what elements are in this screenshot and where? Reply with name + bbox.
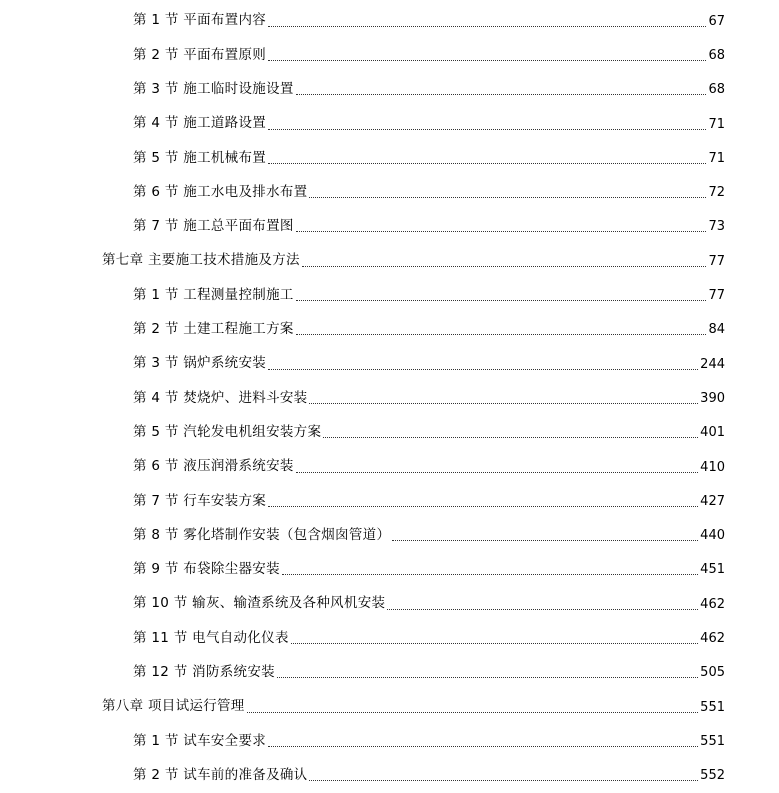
toc-entry-page: 71 [708,116,725,132]
toc-entry-label: 第 2 节 试车前的准备及确认 [133,766,308,783]
dot-leader [268,60,706,61]
toc-entry[interactable] [0,484,779,518]
dot-leader [392,540,698,541]
dot-leader [309,403,698,404]
toc-entry[interactable] [0,175,779,209]
dot-leader [302,266,707,267]
toc-entry[interactable] [0,107,779,141]
toc-entry-page: 68 [708,47,725,63]
toc-entry[interactable] [0,73,779,107]
toc-entry[interactable] [0,347,779,381]
toc-entry-label: 第 7 节 施工总平面布置图 [133,218,294,235]
toc-entry-page: 73 [708,219,725,235]
dot-leader [268,163,706,164]
dot-leader [296,231,707,232]
toc-entry-label: 第 2 节 平面布置原则 [133,46,267,63]
dot-leader [247,712,699,713]
toc-entry-page: 67 [708,13,725,29]
toc-entry-label: 第 5 节 汽轮发电机组安装方案 [133,423,322,440]
dot-leader [296,334,707,335]
toc-entry-page: 72 [708,185,725,201]
toc-entry-page: 551 [700,699,725,715]
dot-leader [323,437,698,438]
toc-entry-label: 第八章 项目试运行管理 [102,698,245,715]
toc-entry-page: 451 [700,562,725,578]
table-of-contents [0,4,779,793]
toc-entry-label: 第 7 节 行车安装方案 [133,492,267,509]
toc-entry-page: 84 [708,322,725,338]
dot-leader [268,129,706,130]
toc-entry-label: 第 1 节 平面布置内容 [133,12,267,29]
toc-entry-label: 第 1 节 试车安全要求 [133,732,267,749]
toc-entry[interactable] [0,518,779,552]
dot-leader [296,300,707,301]
toc-entry-label: 第 11 节 电气自动化仪表 [133,629,289,646]
toc-entry-page: 71 [708,150,725,166]
dot-leader [296,472,699,473]
dot-leader [296,94,707,95]
toc-entry[interactable] [0,210,779,244]
toc-entry[interactable] [0,278,779,312]
toc-entry-page: 410 [700,459,725,475]
toc-entry[interactable] [0,553,779,587]
toc-entry-page: 77 [708,288,725,304]
toc-entry[interactable] [0,656,779,690]
toc-entry-label: 第 4 节 焚烧炉、进料斗安装 [133,389,308,406]
toc-entry[interactable] [0,587,779,621]
toc-entry-label: 第 6 节 施工水电及排水布置 [133,183,308,200]
toc-entry[interactable] [0,38,779,72]
toc-entry-label: 第 12 节 消防系统安装 [133,664,275,681]
toc-entry[interactable] [0,141,779,175]
toc-entry-label: 第 8 节 雾化塔制作安装（包含烟囱管道） [133,526,391,543]
toc-entry[interactable] [0,724,779,758]
toc-chapter-entry[interactable] [0,690,779,724]
toc-entry-label: 第 6 节 液压润滑系统安装 [133,458,294,475]
toc-entry-page: 462 [700,596,725,612]
dot-leader [291,643,698,644]
toc-entry[interactable] [0,381,779,415]
toc-entry-label: 第 2 节 土建工程施工方案 [133,321,294,338]
toc-entry[interactable] [0,450,779,484]
toc-entry[interactable] [0,313,779,347]
dot-leader [282,574,698,575]
toc-entry-label: 第 4 节 施工道路设置 [133,115,267,132]
toc-entry-page: 401 [700,425,725,441]
toc-entry-page: 390 [700,390,725,406]
toc-entry-page: 551 [700,733,725,749]
toc-entry-page: 244 [700,356,725,372]
toc-entry-label: 第 10 节 输灰、输渣系统及各种风机安装 [133,595,386,612]
toc-entry-page: 462 [700,630,725,646]
toc-entry-label: 第 3 节 施工临时设施设置 [133,80,294,97]
toc-entry[interactable] [0,621,779,655]
toc-entry-page: 440 [700,528,725,544]
toc-entry-label: 第 3 节 锅炉系统安装 [133,355,267,372]
toc-entry-page: 505 [700,665,725,681]
dot-leader [387,609,698,610]
toc-entry[interactable] [0,4,779,38]
dot-leader [309,197,706,198]
toc-entry-page: 427 [700,493,725,509]
toc-entry[interactable] [0,759,779,793]
dot-leader [268,746,698,747]
toc-entry-label: 第 9 节 布袋除尘器安装 [133,561,280,578]
toc-entry-label: 第 5 节 施工机械布置 [133,149,267,166]
dot-leader [268,506,698,507]
dot-leader [268,369,698,370]
toc-entry-page: 77 [708,253,725,269]
toc-entry-label: 第七章 主要施工技术措施及方法 [102,252,300,269]
toc-entry-page: 68 [708,82,725,98]
dot-leader [277,677,698,678]
toc-entry[interactable] [0,416,779,450]
toc-entry-label: 第 1 节 工程测量控制施工 [133,286,294,303]
toc-chapter-entry[interactable] [0,244,779,278]
dot-leader [309,780,698,781]
toc-entry-page: 552 [700,768,725,784]
dot-leader [268,26,706,27]
